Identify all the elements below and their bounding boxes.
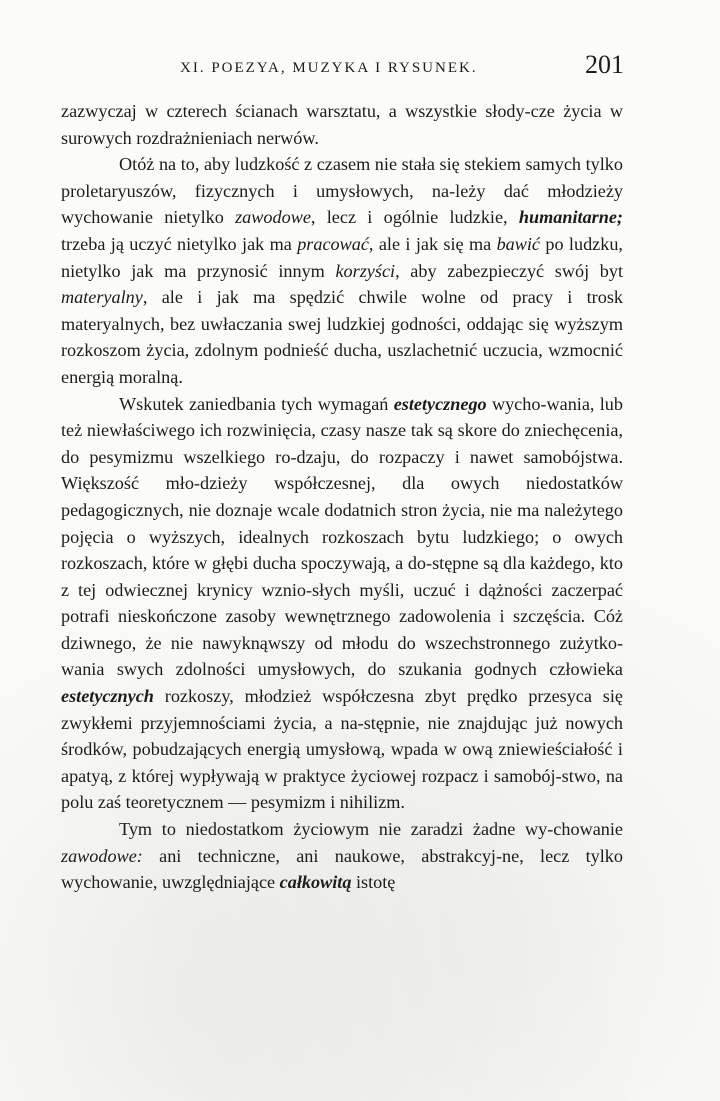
paragraph-1 — [61, 98, 623, 151]
body-text — [61, 98, 623, 896]
emphasized-word: pracować — [297, 233, 369, 254]
emphasized-word: zawodowe — [235, 207, 311, 228]
emphasized-word: estetycznych — [61, 686, 154, 707]
emphasized-word: materyalny — [61, 287, 143, 308]
text-run: wycho-wania, lub też niewłaściwego ich rozwinięcia, czasy nasze tak są skore do zniechęcenia, do pesymizmu wszelkiego ro-dzaju, do rozpaczy i nawet samobójstwa. Większość mło-dzieży współczesnej, dla owych niedostatków pedagogicznych, nie doznaje wcale dodatnich stron życia, nie ma należytego pojęcia o wyższych, idealnych rozkoszach bytu ludzkiego; o owych rozkoszach, które w głębi ducha spoczywają, a do-stępne są dla każdego, kto z tej odwiecznej krynicy wznio-słych myśli, uczuć i dążności zaczerpać potrafi nieskończone zasoby wewnętrznego zadowolenia i szczęścia. Cóż dziwnego, że nie nawyknąwszy od młodu do wszechstronnego zużytko-wania swych zdolności umysłowych, do szukania godnych człowieka — [61, 393, 623, 680]
text-run: Wskutek zaniedbania tych wymagań — [119, 393, 394, 414]
text-run: ani techniczne, ani naukowe, abstrakcyj-ne, lecz tylko wychowanie, uwzględniające — [61, 845, 623, 893]
emphasized-word: zawodowe: — [61, 845, 143, 866]
text-run: , lecz i ogólnie ludzkie, — [310, 207, 519, 228]
paragraph-2 — [61, 151, 623, 390]
emphasized-word: bawić — [496, 233, 541, 254]
page-header — [58, 48, 624, 88]
running-title: XI. POEZYA, MUZYKA I RYSUNEK. — [180, 60, 478, 76]
emphasized-word: estetycznego — [393, 393, 487, 414]
text-run: , ale i jak się ma — [368, 233, 497, 254]
emphasized-word: humanitarne; — [518, 207, 623, 228]
text-run: , aby zabezpieczyć swój byt — [395, 260, 624, 281]
emphasized-word: całkowitą — [279, 872, 352, 893]
emphasized-word: korzyści — [335, 260, 396, 281]
page-number: 201 — [585, 50, 624, 79]
text-run: Otóż na to, aby ludzkość z czasem nie stała się stekiem samych tylko proletaryuszów, fizycznych i umysłowych, na-leży dać młodzieży wychowanie nietylko — [61, 154, 623, 228]
paragraph-4 — [61, 816, 623, 896]
text-run: istotę — [351, 872, 396, 893]
text-run: rozkoszy, młodzież współczesna zbyt prędko przesyca się zwykłemi przyjemnościami życia, a na-stępnie, nie znajdując już nowych środków, pobudzających energią umysłową, wpada w ową zniewieściałość i apatyą, z której wypływają w praktyce życiowej rozpacz i samobój-stwo, na polu zaś teoretycznem — pesymizm i nihilizm. — [61, 686, 623, 813]
text-run: zazwyczaj w czterech ścianach warsztatu, a wszystkie słody-cze życia w surowych rozdrażnieniach nerwów. — [61, 101, 623, 148]
text-run: Tym to niedostatkom życiowym nie zaradzi żadne wy-chowanie — [119, 819, 623, 840]
paragraph-3 — [61, 391, 623, 817]
text-run: po ludzku, nietylko jak ma przynosić innym — [61, 233, 623, 281]
text-run: trzeba ją uczyć nietylko jak ma — [61, 233, 298, 254]
text-run: , ale i jak ma spędzić chwile wolne od pracy i trosk materyalnych, bez uwłaczania swej ludzkiej godności, oddając się wyższym rozkoszom życia, zdolnym podnieść ducha, uszlachetnić uczucia, wzmocnić energią moralną. — [61, 287, 623, 387]
